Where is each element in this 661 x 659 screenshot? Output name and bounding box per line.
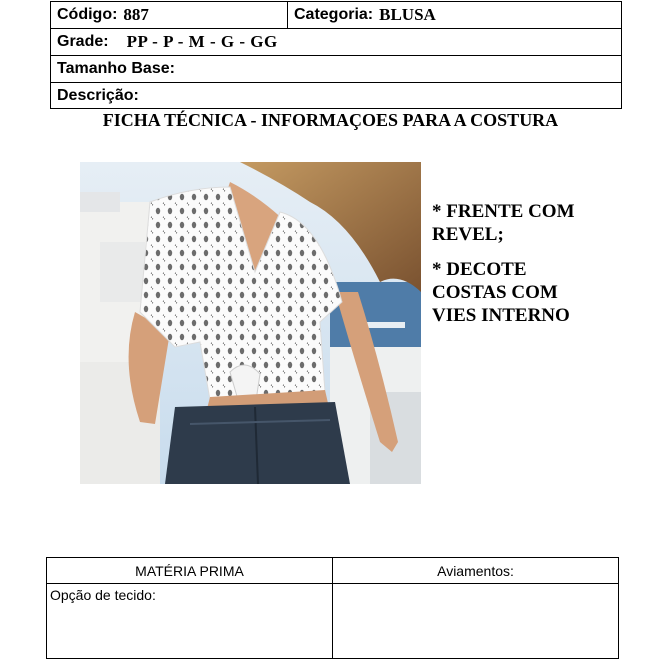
aviamentos-header: Aviamentos: (437, 562, 514, 579)
blouse-photo-illustration (80, 162, 421, 484)
materials-header-row (47, 558, 618, 584)
header-row-descricao (51, 83, 621, 108)
codigo-label: Código: (57, 6, 118, 23)
tamanho-label: Tamanho Base: (57, 60, 175, 77)
tamanho-cell (51, 56, 181, 82)
header-table (50, 1, 622, 109)
categoria-label: Categoria: (294, 6, 374, 23)
note-frente: * FRENTE COM REVEL; (432, 201, 575, 245)
product-photo (80, 162, 421, 484)
categoria-value: BLUSA (379, 5, 436, 24)
descricao-cell (51, 83, 145, 108)
codigo-value: 887 (123, 5, 149, 24)
aviamentos-cell (333, 584, 618, 658)
note-decote: * DECOTE COSTAS COM VIES INTERNO (432, 259, 570, 326)
materia-prima-header: MATÉRIA PRIMA (47, 558, 333, 583)
header-row-codigo (51, 2, 621, 29)
grade-value: PP - P - M - G - GG (126, 32, 278, 51)
sewing-notes (432, 200, 632, 339)
grade-label: Grade: (57, 33, 109, 50)
materials-body-row (47, 584, 618, 658)
header-row-grade (51, 29, 621, 56)
descricao-label: Descrição: (57, 86, 139, 104)
codigo-cell (51, 2, 288, 28)
grade-cell (51, 29, 278, 55)
header-row-tamanho (51, 56, 621, 83)
page-title: FICHA TÉCNICA - INFORMAÇOES PARA A COSTURA (102, 110, 559, 130)
opcao-tecido-label: Opção de tecido: (47, 584, 333, 658)
categoria-cell (288, 2, 621, 28)
materials-table (46, 557, 619, 659)
